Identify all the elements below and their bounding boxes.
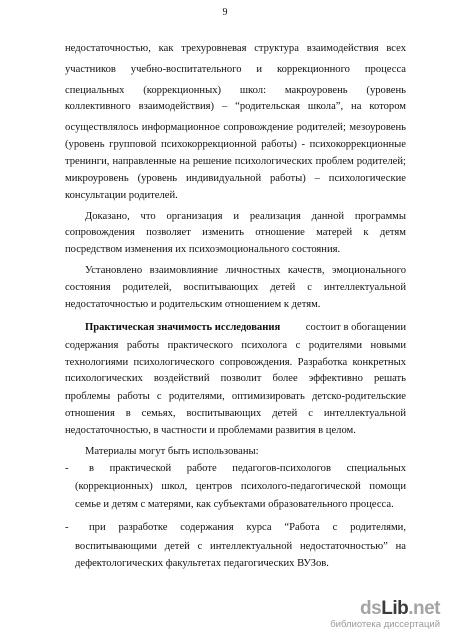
- text-line: осуществлялось информационное сопровождение родителей; мезоуровень: [65, 122, 406, 133]
- text-line: воспитывающими детей с интеллектуальной недостаточностью” на: [75, 541, 406, 552]
- text-line: отношения в семьях, воспитывающих детей с интеллектуальной: [65, 408, 406, 419]
- text-line: содержания работы практического психолога с родителями новыми: [65, 340, 406, 351]
- text-line: при разработке содержания курса “Работа с родителями,: [89, 522, 406, 533]
- text-line: проблемы работы с родителями, оптимизировать детско-родительские: [65, 391, 406, 402]
- text-line: недостаточностью и родительским отношением к детям.: [65, 299, 321, 310]
- text-line: сопровождения позволяет изменить отношение матерей к детям: [65, 227, 406, 238]
- list-bullet: -: [65, 463, 69, 474]
- text-line: Материалы могут быть использованы:: [85, 446, 259, 457]
- text-line: микроуровень (уровень индивидуальной работы) – психологические: [65, 173, 406, 184]
- text-line: Доказано, что организация и реализация данной программы: [85, 211, 406, 222]
- text-line: (уровень групповой психокоррекционной работы) - психокоррекционные: [65, 139, 406, 150]
- text-line: семье и детям с матерями, как субъектами образовательного процесса.: [75, 499, 394, 510]
- text-line: коллективного взаимодействия) – “родительская школа”, на котором: [65, 101, 406, 112]
- text-line: состоит в обогащении: [305, 322, 406, 333]
- text-line: психологических воздействий позволит более эффективно решать: [65, 373, 406, 384]
- text-line: тренинги, направленные на решение психологических проблем родителей;: [65, 156, 406, 167]
- text-line: Установлено взаимовлияние личностных качеств, эмоционального: [85, 265, 406, 276]
- text-line: дефектологических факультетах педагогических ВУЗов.: [75, 558, 329, 569]
- text-line: (коррекционных) школ, центров психолого-педагогической помощи: [75, 481, 406, 492]
- page-number: 9: [222, 7, 228, 18]
- text-line: специальных (коррекционных) школ: макроуровень (уровень: [65, 85, 406, 96]
- text-line: недостаточностью, в частности и проблемами развития в целом.: [65, 425, 356, 436]
- text-line: участников учебно-воспитательного и коррекционного процесса: [65, 64, 406, 75]
- text-line: недостаточностью, как трехуровневая структура взаимодействия всех: [65, 43, 406, 54]
- watermark-logo: dsLib.net библиотека диссертаций: [330, 598, 440, 630]
- text-line: в практической работе педагогов-психологов специальных: [89, 463, 406, 474]
- text-line: посредством изменения их психоэмоционального состояния.: [65, 244, 341, 255]
- text-line: технологиями психологического сопровождения. Разработка конкретных: [65, 357, 406, 368]
- text-line: консультации родителей.: [65, 190, 178, 201]
- heading-bold: Практическая значимость исследования: [85, 322, 281, 333]
- watermark-subtitle: библиотека диссертаций: [330, 619, 440, 630]
- text-line: состояния родителей, воспитывающих детей с интеллектуальной: [65, 282, 406, 293]
- list-bullet: -: [65, 522, 69, 533]
